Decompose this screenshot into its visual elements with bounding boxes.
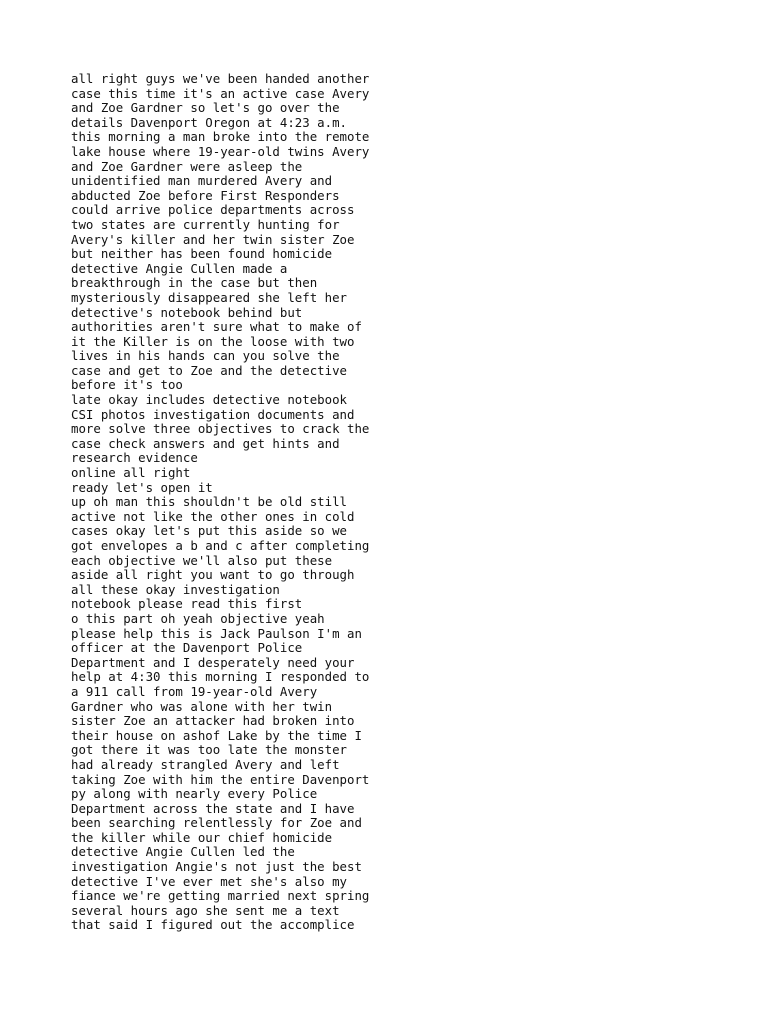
transcript-line: cases okay let's put this aside so we	[71, 523, 348, 539]
transcript-line: help at 4:30 this morning I responded to	[71, 669, 370, 685]
transcript-line: detective Angie Cullen led the	[71, 844, 295, 860]
transcript-line: Avery's killer and her twin sister Zoe	[71, 231, 355, 247]
transcript-line: up oh man this shouldn't be old still	[71, 494, 348, 510]
transcript-line: but neither has been found homicide	[71, 246, 333, 262]
transcript-line: please help this is Jack Paulson I'm an	[71, 625, 362, 641]
transcript-line: taking Zoe with him the entire Davenport	[71, 771, 370, 787]
transcript-line: officer at the Davenport Police	[71, 640, 303, 656]
transcript-line: online all right	[71, 465, 191, 481]
transcript-line: detective I've ever met she's also my	[71, 873, 348, 889]
transcript-line: lake house where 19-year-old twins Avery	[71, 143, 370, 159]
transcript-line: o this part oh yeah objective yeah	[71, 610, 325, 626]
transcript-line: unidentified man murdered Avery and	[71, 173, 333, 189]
transcript-line: could arrive police departments across	[71, 202, 355, 218]
transcript-line: breakthrough in the case but then	[71, 275, 318, 291]
transcript-line: lives in his hands can you solve the	[71, 348, 340, 364]
transcript-line: a 911 call from 19-year-old Avery	[71, 683, 318, 699]
transcript-line: Gardner who was alone with her twin	[71, 698, 333, 714]
transcript-line: had already strangled Avery and left	[71, 756, 340, 772]
transcript-line: detective's notebook behind but	[71, 304, 303, 320]
transcript-line: all right guys we've been handed another	[71, 71, 370, 86]
transcript-line: detective Angie Cullen made a	[71, 260, 288, 276]
transcript-line: case this time it's an active case Avery	[71, 85, 370, 101]
transcript-line: and Zoe Gardner so let's go over the	[71, 100, 340, 116]
transcript-line: details Davenport Oregon at 4:23 a.m.	[71, 114, 348, 130]
transcript-line: and Zoe Gardner were asleep the	[71, 158, 303, 174]
transcript-line: CSI photos investigation documents and	[71, 406, 355, 422]
transcript-line: more solve three objectives to crack the	[71, 421, 370, 437]
transcript-line: abducted Zoe before First Responders	[71, 187, 340, 203]
transcript-line: sister Zoe an attacker had broken into	[71, 713, 355, 729]
transcript-line: each objective we'll also put these	[71, 552, 333, 568]
transcript-line: before it's too	[71, 377, 183, 393]
transcript-line: late okay includes detective notebook	[71, 392, 348, 408]
transcript-line: py along with nearly every Police	[71, 786, 318, 802]
transcript-line: case check answers and get hints and	[71, 435, 340, 451]
transcript-line: this morning a man broke into the remote	[71, 129, 370, 145]
transcript-line: mysteriously disappeared she left her	[71, 289, 348, 305]
transcript-line: authorities aren't sure what to make of	[71, 319, 362, 335]
transcript-line: case and get to Zoe and the detective	[71, 362, 348, 378]
transcript-line: several hours ago she sent me a text	[71, 902, 340, 918]
transcript-line: their house on ashof Lake by the time I	[71, 727, 362, 743]
transcript-line: that said I figured out the accomplice	[71, 917, 355, 933]
transcript-line: investigation Angie's not just the best	[71, 859, 362, 875]
transcript-line: it the Killer is on the loose with two	[71, 333, 355, 349]
transcript-line: fiance we're getting married next spring	[71, 888, 370, 904]
transcript-line: the killer while our chief homicide	[71, 829, 333, 845]
transcript-line: Department and I desperately need your	[71, 654, 355, 670]
transcript-line: been searching relentlessly for Zoe and	[71, 815, 362, 831]
transcript-line: research evidence	[71, 450, 198, 466]
transcript-line: got there it was too late the monster	[71, 742, 348, 758]
transcript-line: all these okay investigation	[71, 581, 280, 597]
transcript-line: notebook please read this first	[71, 596, 303, 612]
transcript-text	[71, 72, 711, 933]
transcript-line: Department across the state and I have	[71, 800, 355, 816]
transcript-line: got envelopes a b and c after completing	[71, 538, 370, 553]
transcript-line: active not like the other ones in cold	[71, 508, 355, 524]
transcript-line: two states are currently hunting for	[71, 216, 340, 232]
transcript-line: ready let's open it	[71, 479, 213, 495]
transcript-line: aside all right you want to go through	[71, 567, 355, 583]
